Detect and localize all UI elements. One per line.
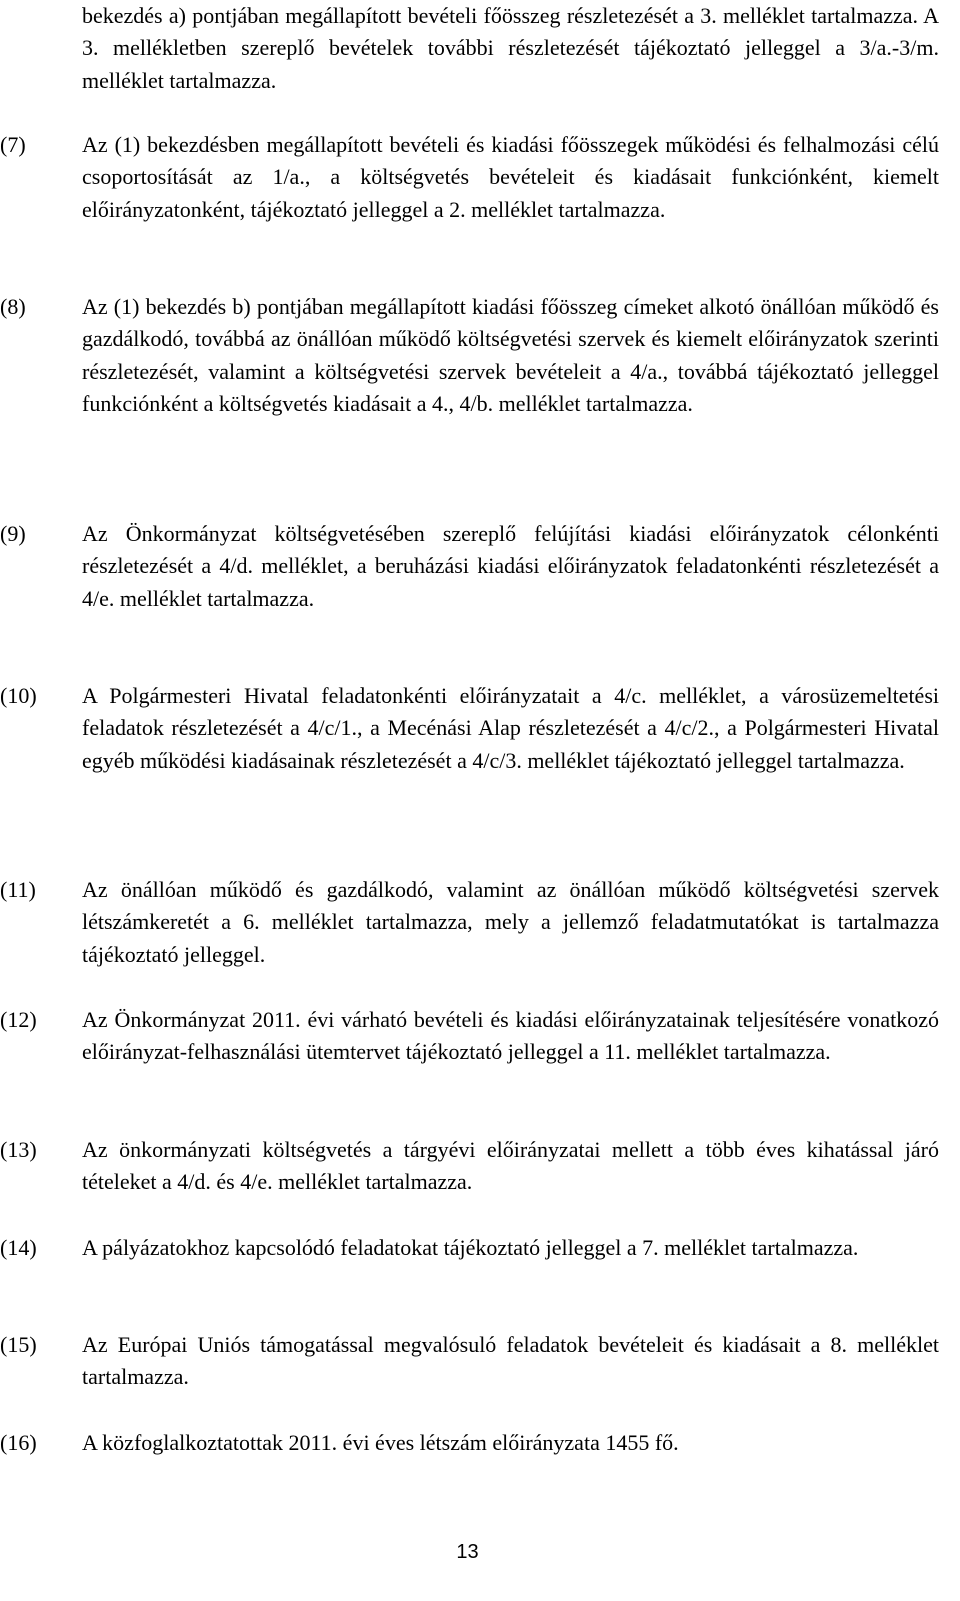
paragraph-text: A pályázatokhoz kapcsolódó feladatokat tájékoztató jelleggel a 7. melléklet tartalmazza. — [82, 1235, 859, 1260]
page-number: 13 — [456, 1541, 479, 1563]
paragraph-number: (11) — [0, 877, 36, 902]
paragraph-number: (16) — [0, 1430, 37, 1455]
paragraph-text: Az Önkormányzat 2011. évi várható bevételi és kiadási előirányzatainak teljesítésére vonatkozó előirányzat-felhasználási ütemtervet tájékoztató jelleggel a 11. melléklet tartalmazza. — [82, 1007, 939, 1065]
paragraph-text: A közfoglalkoztatottak 2011. évi éves létszám előirányzata 1455 fő. — [82, 1430, 679, 1455]
paragraph-text: Az önállóan működő és gazdálkodó, valamint az önállóan működő költségvetési szervek létszámkeretét a 6. melléklet tartalmazza, mely a jellemző feladatmutatókat is tartalmazza tájékoztató jelleggel. — [82, 877, 939, 967]
paragraph-number: (7) — [0, 132, 26, 157]
paragraph-text: Az Önkormányzat költségvetésében szereplő felújítási kiadási előirányzatok célonkénti részletezését a 4/d. melléklet, a beruházási kiadási előirányzatok feladatonkénti részletezését a 4/e. melléklet tartalmazza. — [82, 521, 939, 611]
paragraph-number: (9) — [0, 521, 26, 546]
paragraph-number: (10) — [0, 683, 37, 708]
paragraph-number: (13) — [0, 1137, 37, 1162]
paragraph-text: Az (1) bekezdés b) pontjában megállapított kiadási főösszeg címeket alkotó önállóan működő és gazdálkodó, továbbá az önállóan működő költségvetési szervek és kiemelt előirányzatok szerinti részletezését, valamint a költségvetési szervek bevételeit a 4/a., továbbá tájékoztató jelleggel funkciónként a költségvetés kiadásait a 4., 4/b. melléklet tartalmazza. — [82, 294, 939, 417]
paragraph-text: Az (1) bekezdésben megállapított bevételi és kiadási főösszegek működési és felhalmozási célú csoportosítását az 1/a., a költségvetés bevételeit és kiadásait funkciónként, kiemelt előirányzatonként, tájékoztató jelleggel a 2. melléklet tartalmazza. — [82, 132, 939, 222]
paragraph-text: Az Európai Uniós támogatással megvalósuló feladatok bevételeit és kiadásait a 8. melléklet tartalmazza. — [82, 1332, 939, 1390]
paragraph-number: (14) — [0, 1235, 37, 1260]
paragraph-text: Az önkormányzati költségvetés a tárgyévi előirányzatai mellett a több éves kihatással járó tételeket a 4/d. és 4/e. melléklet tartalmazza. — [82, 1137, 939, 1195]
continuation-paragraph: bekezdés a) pontjában megállapított bevételi főösszeg részletezését a 3. melléklet tartalmazza. A 3. mellékletben szereplő bevételek további részletezését tájékoztató jelleggel a 3/a.-3/m. melléklet tartalmazza. — [82, 3, 939, 93]
paragraph-number: (12) — [0, 1007, 37, 1032]
paragraph-text: A Polgármesteri Hivatal feladatonkénti előirányzatait a 4/c. melléklet, a városüzemeltetési feladatok részletezését a 4/c/1., a Mecénási Alap részletezését a 4/c/2., a Polgármesteri Hivatal egyéb működési kiadásainak részletezését a 4/c/3. melléklet tájékoztató jelleggel tartalmazza. — [82, 683, 939, 773]
paragraph-number: (8) — [0, 294, 26, 319]
paragraph-number: (15) — [0, 1332, 37, 1357]
